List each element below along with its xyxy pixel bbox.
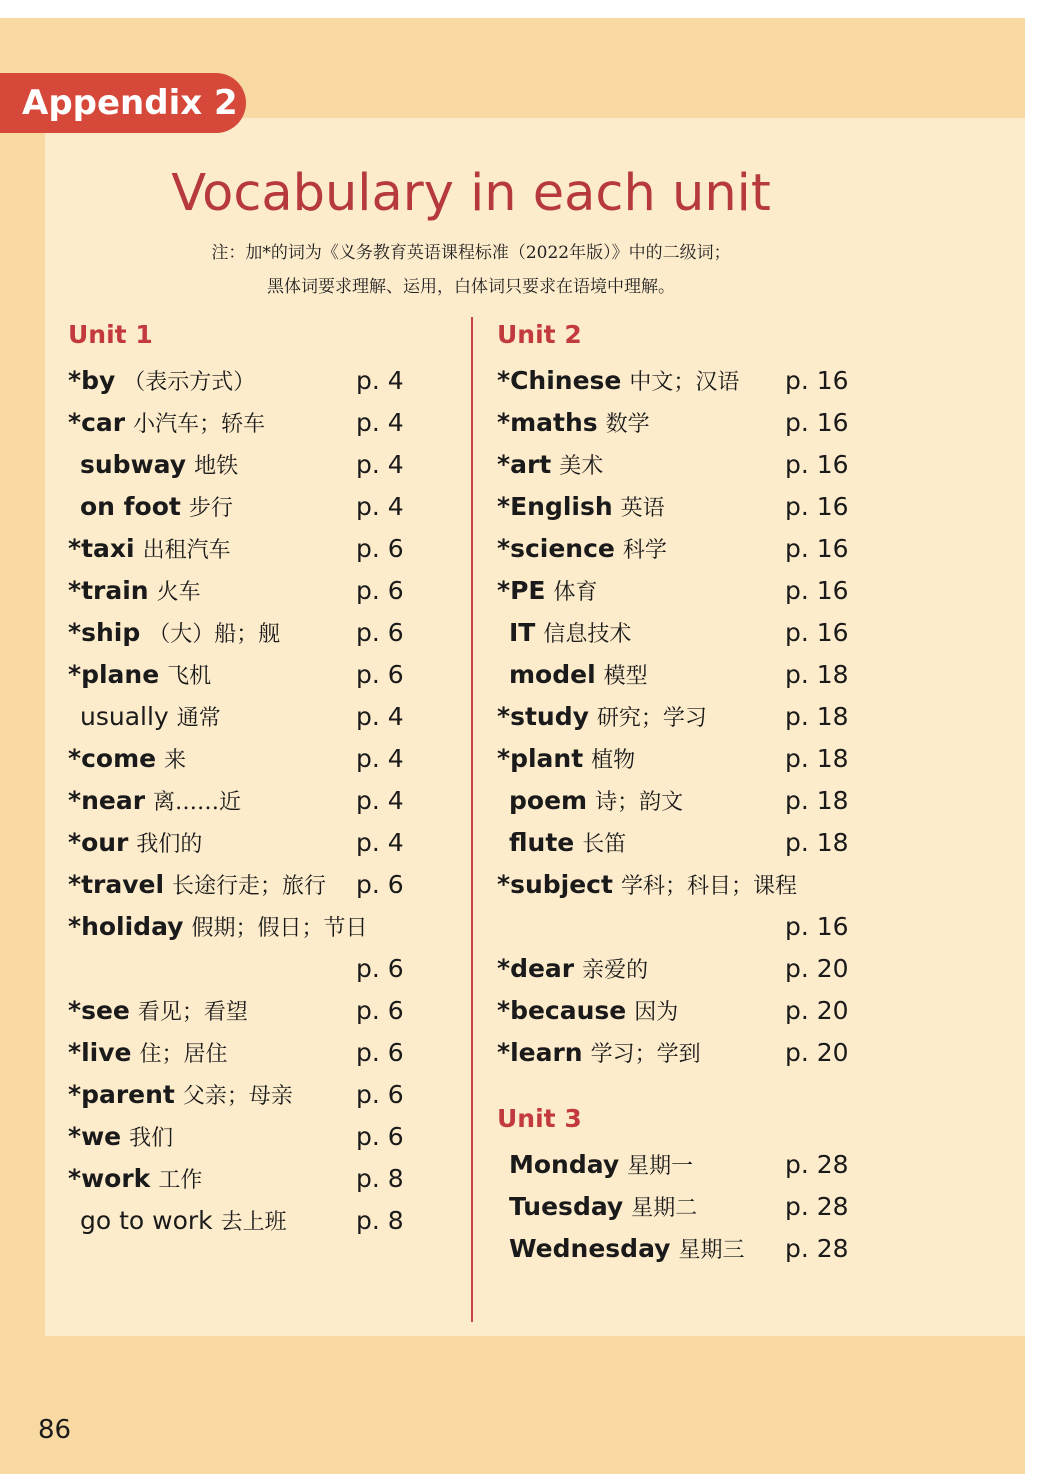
- vocab-meaning: 长途行走；旅行: [172, 874, 327, 899]
- vocab-word: *we: [68, 1122, 122, 1151]
- vocab-entry: [509, 822, 626, 864]
- vocab-page-ref: p. 28: [785, 1192, 849, 1221]
- vocab-entry: [509, 654, 648, 696]
- vocab-meaning: 我们: [129, 1126, 174, 1151]
- vocab-word: *English: [497, 492, 613, 521]
- vocab-meaning: 去上班: [220, 1210, 287, 1235]
- vocab-word: *travel: [68, 870, 165, 899]
- vocab-meaning: 体育: [553, 580, 598, 605]
- vocab-page-ref: p. 18: [785, 744, 849, 773]
- vocab-meaning: 火车: [156, 580, 201, 605]
- vocab-page-ref: p. 6: [356, 576, 404, 605]
- vocab-entry: [497, 486, 665, 528]
- vocab-page-ref: p. 4: [356, 744, 404, 773]
- page-title: Vocabulary in each unit: [171, 164, 771, 223]
- vocab-word: *science: [497, 534, 615, 563]
- vocab-meaning: 长笛: [582, 832, 627, 857]
- vocab-entry: [68, 1116, 173, 1158]
- vocab-page-ref: p. 4: [356, 450, 404, 479]
- vocab-word: *plant: [497, 744, 584, 773]
- vocab-meaning: 中文；汉语: [629, 370, 740, 395]
- vocab-page-ref: p. 4: [356, 786, 404, 815]
- vocab-page-ref: p. 16: [785, 408, 849, 437]
- unit-heading: Unit 2: [497, 320, 582, 349]
- vocab-entry: [509, 1186, 697, 1228]
- vocab-word: usually: [80, 702, 169, 731]
- vocab-word: *maths: [497, 408, 598, 437]
- vocab-page-ref: p. 6: [356, 1038, 404, 1067]
- vocab-meaning: 信息技术: [543, 622, 632, 647]
- vocab-word: *our: [68, 828, 129, 857]
- vocab-word: *art: [497, 450, 552, 479]
- vocab-meaning: 学习；学到: [590, 1042, 701, 1067]
- vocab-word: *subject: [497, 870, 613, 899]
- vocab-entry: [497, 948, 648, 990]
- vocab-word: *because: [497, 996, 627, 1025]
- note-line-1: 注：加*的词为《义务教育英语课程标准（2022年版）》中的二级词；: [211, 243, 731, 263]
- vocab-meaning: 地铁: [194, 454, 239, 479]
- vocab-meaning: 模型: [603, 664, 648, 689]
- vocab-meaning: 来: [164, 748, 187, 773]
- vocab-page-ref: p. 28: [785, 1234, 849, 1263]
- vocab-word: *come: [68, 744, 157, 773]
- vocab-page-ref: p. 6: [356, 660, 404, 689]
- vocab-entry: [68, 738, 186, 780]
- appendix-tab: Appendix 2: [0, 73, 246, 133]
- vocab-word: *study: [497, 702, 589, 731]
- vocab-page-ref: p. 4: [356, 828, 404, 857]
- vocab-meaning: 住；居住: [139, 1042, 228, 1067]
- vocab-page-ref: p. 16: [785, 450, 849, 479]
- vocab-word: *taxi: [68, 534, 135, 563]
- vocab-page-ref: p. 16: [785, 366, 849, 395]
- vocab-meaning: 看见；看望: [137, 1000, 248, 1025]
- vocab-page-ref: p. 16: [785, 618, 849, 647]
- vocab-word: flute: [509, 828, 575, 857]
- vocab-word: *by: [68, 366, 116, 395]
- vocab-meaning: （大）船；舰: [148, 622, 281, 647]
- vocab-meaning: 星期三: [678, 1238, 745, 1263]
- vocab-entry: [80, 1200, 287, 1242]
- vocab-entry: [68, 906, 368, 948]
- vocab-entry: [68, 1032, 227, 1074]
- vocab-meaning: 英语: [620, 496, 665, 521]
- vocab-page-ref: p. 4: [356, 492, 404, 521]
- unit-heading: Unit 3: [497, 1104, 582, 1133]
- vocab-meaning: 研究；学习: [596, 706, 707, 731]
- vocab-meaning: 通常: [176, 706, 221, 731]
- vocab-entry: [68, 1158, 202, 1200]
- vocab-meaning: 步行: [188, 496, 233, 521]
- vocab-word: go to work: [80, 1206, 213, 1235]
- vocab-entry: [509, 1228, 744, 1270]
- vocab-word: *plane: [68, 660, 160, 689]
- vocab-entry: [497, 444, 603, 486]
- vocab-page-ref: p. 6: [356, 870, 404, 899]
- vocab-word: *ship: [68, 618, 141, 647]
- column-divider: [471, 317, 473, 1322]
- vocab-entry: [68, 612, 280, 654]
- vocab-page-ref: p. 4: [356, 366, 404, 395]
- vocab-meaning: 科学: [622, 538, 667, 563]
- vocab-page-ref: p. 16: [785, 576, 849, 605]
- vocab-word: poem: [509, 786, 588, 815]
- vocab-word: *parent: [68, 1080, 175, 1109]
- vocab-page-ref: p. 4: [356, 702, 404, 731]
- vocab-word: *see: [68, 996, 130, 1025]
- vocab-entry: [68, 780, 241, 822]
- vocab-entry: [509, 612, 631, 654]
- vocab-entry: [497, 360, 739, 402]
- vocab-meaning: 学科；科目；课程: [620, 874, 797, 899]
- vocab-page-ref: p. 18: [785, 786, 849, 815]
- vocab-word: *dear: [497, 954, 575, 983]
- vocab-meaning: 出租汽车: [142, 538, 231, 563]
- vocab-page-ref: p. 6: [356, 1080, 404, 1109]
- vocab-meaning: 数学: [605, 412, 650, 437]
- vocab-word: *car: [68, 408, 126, 437]
- vocab-page-ref: p. 8: [356, 1206, 404, 1235]
- vocab-word: Monday: [509, 1150, 620, 1179]
- vocab-word: *PE: [497, 576, 546, 605]
- vocab-meaning: 飞机: [167, 664, 212, 689]
- vocab-page-ref: p. 16: [785, 492, 849, 521]
- vocab-entry: [80, 696, 221, 738]
- vocab-page-ref: p. 6: [356, 954, 404, 983]
- vocab-page-ref: p. 6: [356, 534, 404, 563]
- vocab-meaning: 小汽车；轿车: [133, 412, 266, 437]
- vocab-meaning: 父亲；母亲: [182, 1084, 293, 1109]
- note-line-2: 黑体词要求理解、运用，白体词只要求在语境中理解。: [267, 277, 675, 297]
- vocab-word: *work: [68, 1164, 151, 1193]
- vocab-page-ref: p. 16: [785, 534, 849, 563]
- vocab-entry: [68, 654, 211, 696]
- vocab-page-ref: p. 28: [785, 1150, 849, 1179]
- vocab-meaning: 工作: [158, 1168, 203, 1193]
- vocab-meaning: 植物: [591, 748, 636, 773]
- vocab-word: *near: [68, 786, 146, 815]
- vocab-page-ref: p. 20: [785, 996, 849, 1025]
- vocab-entry: [68, 864, 326, 906]
- vocab-meaning: （表示方式）: [123, 370, 256, 395]
- vocab-entry: [68, 402, 265, 444]
- vocab-entry: [497, 990, 678, 1032]
- vocab-entry: [68, 822, 202, 864]
- vocab-entry: [80, 444, 238, 486]
- vocab-entry: [68, 360, 255, 402]
- vocab-meaning: 星期一: [627, 1154, 694, 1179]
- vocab-entry: [497, 402, 650, 444]
- vocab-meaning: 美术: [559, 454, 604, 479]
- vocab-entry: [497, 528, 667, 570]
- vocab-word: model: [509, 660, 596, 689]
- vocab-meaning: 因为: [634, 1000, 679, 1025]
- vocab-entry: [509, 1144, 693, 1186]
- vocab-entry: [68, 990, 248, 1032]
- vocab-word: *holiday: [68, 912, 184, 941]
- vocab-entry: [497, 1032, 701, 1074]
- vocab-entry: [497, 738, 635, 780]
- vocab-word: Tuesday: [509, 1192, 624, 1221]
- vocab-word: *live: [68, 1038, 132, 1067]
- vocab-word: *learn: [497, 1038, 583, 1067]
- unit-heading: Unit 1: [68, 320, 153, 349]
- vocab-meaning: 亲爱的: [582, 958, 649, 983]
- vocab-entry: [68, 1074, 293, 1116]
- vocab-page-ref: p. 20: [785, 954, 849, 983]
- vocab-page-ref: p. 6: [356, 618, 404, 647]
- vocab-page-ref: p. 20: [785, 1038, 849, 1067]
- vocab-entry: [68, 528, 231, 570]
- page-number: 86: [38, 1415, 72, 1445]
- vocab-meaning: 假期；假日；节日: [191, 916, 368, 941]
- vocab-entry: [68, 570, 201, 612]
- vocab-meaning: 星期二: [631, 1196, 698, 1221]
- vocab-word: subway: [80, 450, 187, 479]
- vocab-entry: [497, 570, 598, 612]
- vocab-page-ref: p. 4: [356, 408, 404, 437]
- vocab-page-ref: p. 18: [785, 660, 849, 689]
- vocab-entry: [497, 864, 797, 906]
- vocab-page-ref: p. 18: [785, 828, 849, 857]
- vocab-word: *Chinese: [497, 366, 622, 395]
- vocab-meaning: 我们的: [136, 832, 203, 857]
- vocab-page-ref: p. 6: [356, 1122, 404, 1151]
- vocab-meaning: 离……近: [153, 790, 242, 815]
- vocab-word: IT: [509, 618, 536, 647]
- vocab-page-ref: p. 18: [785, 702, 849, 731]
- vocab-word: *train: [68, 576, 149, 605]
- vocab-entry: [497, 696, 707, 738]
- vocab-page-ref: p. 16: [785, 912, 849, 941]
- vocab-word: on foot: [80, 492, 181, 521]
- vocab-page-ref: p. 6: [356, 996, 404, 1025]
- vocab-page-ref: p. 8: [356, 1164, 404, 1193]
- vocab-word: Wednesday: [509, 1234, 671, 1263]
- vocab-meaning: 诗；韵文: [595, 790, 684, 815]
- vocab-entry: [80, 486, 233, 528]
- vocab-entry: [509, 780, 683, 822]
